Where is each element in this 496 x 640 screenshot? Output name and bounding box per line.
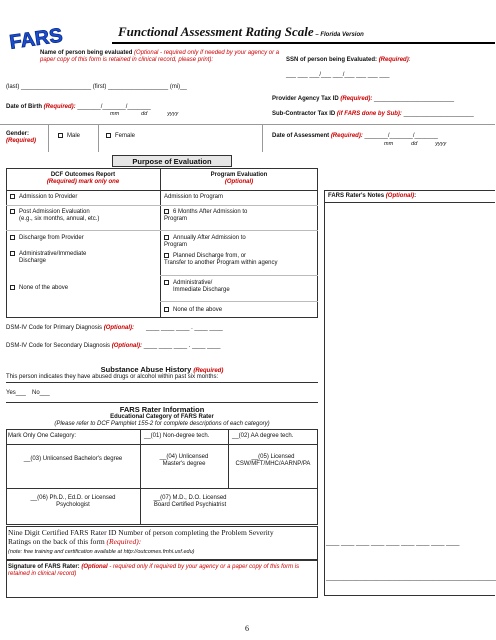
edu-col-line — [140, 429, 141, 525]
rater-notes-label: FARS Rater's Notes (Optional): — [328, 193, 417, 199]
rater-info-title: FARS Rater Information — [119, 405, 205, 414]
program-option-6months[interactable]: 6 Months After Admission to Program — [164, 209, 248, 223]
purpose-header-line — [6, 190, 318, 191]
row-line — [6, 230, 318, 231]
person-name-label: Name of person being evaluated (Optional - required only if needed by your agency or a paper copy of this form is retained in clinical record, please print): — [40, 50, 280, 64]
row-line — [6, 205, 318, 206]
signature-label: Signature of FARS Rater: (Optional - required only if required by your agency or a paper copy of this form is retained in clinical record) — [8, 564, 300, 578]
program-option-planned-discharge[interactable]: Planned Discharge from, or Transfer to another Program within agency — [164, 253, 278, 267]
dcf-outcomes-header: DCF Outcomes Report (Required) mark only one — [46, 172, 120, 186]
edu-option-07[interactable]: __(07) M.D., D.O. Licensed Board Certified Psychiatrist — [153, 495, 227, 509]
rater-notes-underline — [324, 202, 495, 203]
dsm-primary[interactable]: DSM-IV Code for Primary Diagnosis (Optional): ____ ____ ____ . ____ ____ — [6, 325, 223, 331]
edu-option-06[interactable]: __(06) Ph.D., Ed.D. or Licensed Psychologist — [30, 495, 116, 509]
dcf-option-discharge[interactable]: Discharge from Provider — [10, 235, 84, 242]
edu-option-05[interactable]: __(05) Licensed CSW/MFT/MHC/AARNP/PA — [235, 454, 311, 468]
edu-option-02[interactable]: __(02) AA degree tech. — [232, 433, 294, 439]
edu-row-line — [6, 444, 318, 445]
dcf-option-admission[interactable]: Admission to Provider — [10, 194, 77, 201]
substance-yes[interactable]: Yes___ — [6, 390, 26, 396]
substance-title: Substance Abuse History (Required) — [100, 365, 224, 374]
substance-description: This person indicates they have abused drugs or alcohol within past six months: — [6, 374, 219, 380]
signature-field[interactable]: ___________________________________________________ — [326, 575, 496, 581]
gender-divider-1 — [48, 124, 49, 152]
edu-option-04[interactable]: __(04) Unlicensed Master's degree — [159, 454, 209, 468]
subcontractor-tax-id[interactable]: Sub-Contractor Tax ID (if FARS done by Sub): _____________________ — [272, 111, 474, 117]
fars-logo-graphic — [8, 20, 64, 54]
dcf-discharge-checkbox[interactable] — [10, 235, 15, 240]
provider-tax-id[interactable]: Provider Agency Tax ID (Required): ________________________ — [272, 96, 455, 102]
program-option-admission: Admission to Program — [164, 194, 224, 200]
dcf-option-none[interactable]: None of the above — [10, 285, 68, 292]
page-number: 6 — [245, 624, 249, 633]
dcf-admission-checkbox[interactable] — [10, 194, 15, 199]
row-line — [160, 301, 318, 302]
program-admin-discharge-checkbox[interactable] — [164, 280, 169, 285]
ssn-label: SSN of person being Evaluated: (Required): — [286, 57, 411, 63]
edu-option-03[interactable]: __(03) Unlicensed Bachelor's degree — [23, 456, 123, 462]
gender-male-option[interactable]: Male — [58, 133, 80, 140]
mark-one-label: Mark Only One Category: — [8, 433, 77, 439]
gender-label: Gender: (Required) — [6, 131, 36, 145]
program-eval-header: Program Evaluation (Optional) — [210, 172, 268, 186]
rater-notes-box[interactable] — [324, 190, 495, 596]
program-6months-checkbox[interactable] — [164, 209, 169, 214]
program-none-checkbox[interactable] — [164, 307, 169, 312]
male-checkbox[interactable] — [58, 133, 63, 138]
ssn-field[interactable]: ___ ___ ___/___ ___/___ ___ ___ ___ — [286, 72, 390, 78]
program-planned-discharge-checkbox[interactable] — [164, 253, 169, 258]
page-title: Functional Assessment Rating Scale – Florida Version — [118, 24, 364, 39]
dcf-option-post-admission[interactable]: Post Admission Evaluation (e.g., six months, annual, etc.) — [10, 209, 99, 223]
dob-label[interactable]: Date of Birth (Required): _______/_______/_______ — [6, 104, 151, 110]
name-line[interactable]: (last) _____________________ (first) __________________ (mi)__ — [6, 84, 187, 90]
dcf-admin-discharge-checkbox[interactable] — [10, 251, 15, 256]
dcf-none-checkbox[interactable] — [10, 285, 15, 290]
row-line — [160, 275, 318, 276]
edu-option-01[interactable]: __(01) Non-degree tech. — [144, 433, 210, 439]
rater-id-label: Nine Digit Certified FARS Rater ID Number of person completing the Problem Severity Ratings on the back of this form (Required): — [8, 528, 274, 547]
program-annually-checkbox[interactable] — [164, 235, 169, 240]
gender-female-option[interactable]: Female — [106, 133, 135, 140]
title-underline — [112, 42, 495, 44]
gender-divider-3 — [262, 124, 263, 152]
dcf-post-admission-checkbox[interactable] — [10, 209, 15, 214]
assessment-date-format: mm dd yyyy — [384, 141, 447, 147]
purpose-title: Purpose of Evaluation — [132, 157, 212, 166]
female-checkbox[interactable] — [106, 133, 111, 138]
assessment-date[interactable]: Date of Assessment (Required): _______/_______/_______ — [272, 133, 438, 139]
program-option-none[interactable]: None of the above — [164, 307, 222, 314]
rater-id-field[interactable]: ____ ____ ____ ____ ____ ____ ____ ____ ____ — [326, 540, 460, 546]
program-option-admin-discharge[interactable]: Administrative/ Immediate Discharge — [164, 280, 230, 294]
program-option-annually[interactable]: Annually After Admission to Program — [164, 235, 246, 249]
edu-row-line — [6, 488, 318, 489]
substance-line — [6, 382, 318, 383]
rater-info-top-line — [6, 402, 318, 403]
substance-no[interactable]: No___ — [32, 390, 50, 396]
dsm-secondary[interactable]: DSM-IV Code for Secondary Diagnosis (Optional): ____ ____ ____ . ____ ____ — [6, 343, 221, 349]
rater-id-note: (note: free training and certification available at http://outcomes.fmhi.usf.edu) — [8, 549, 195, 555]
edu-title: Educational Category of FARS Rater — [110, 414, 214, 420]
gender-divider-2 — [98, 124, 99, 152]
edu-note: (Please refer to DCF Pamphlet 155-2 for complete descriptions of each category) — [54, 421, 270, 427]
divider-gender-top — [0, 124, 495, 125]
dob-format: mm dd yyyy — [110, 111, 179, 117]
fars-logo — [8, 20, 64, 54]
dcf-option-admin-discharge[interactable]: Administrative/Immediate Discharge — [10, 251, 86, 265]
logo-text: FARS — [8, 24, 64, 54]
